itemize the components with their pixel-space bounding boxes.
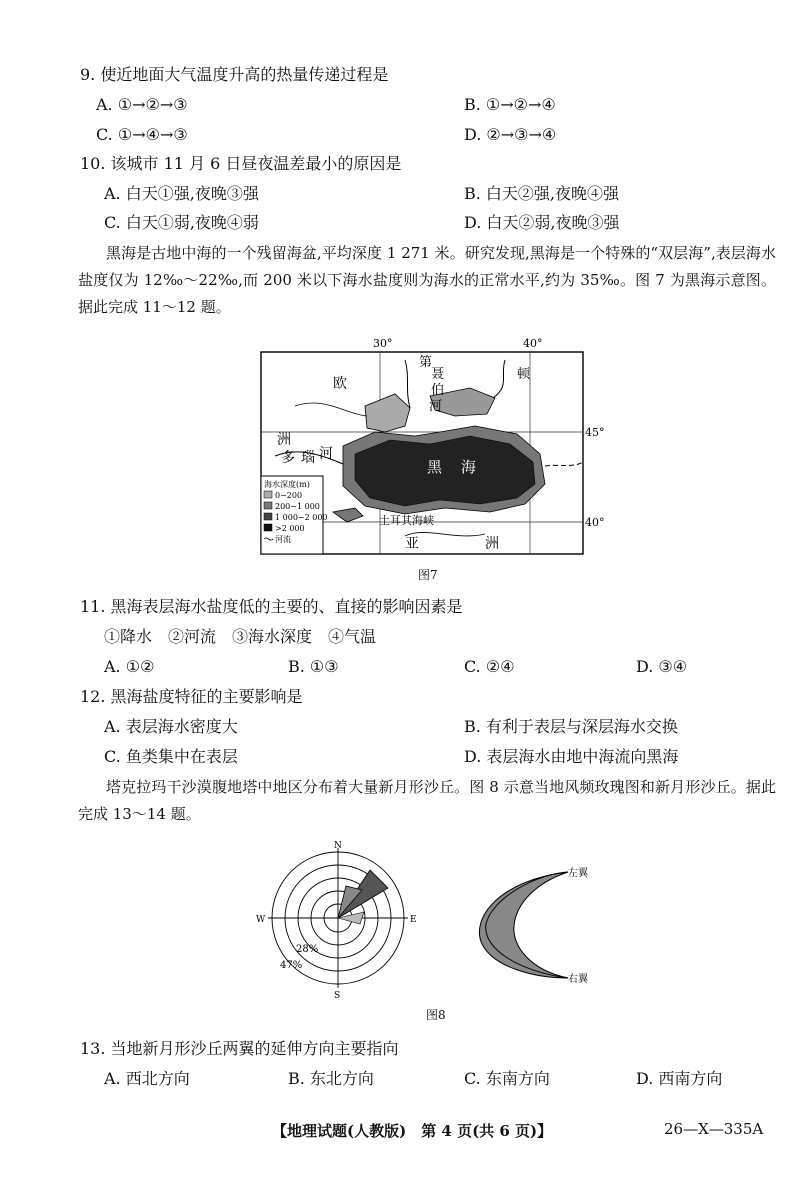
q10-option-b: B. 白天②强,夜晚④强 (464, 184, 620, 203)
q13-option-c: C. 东南方向 (464, 1069, 550, 1088)
label-europe-1: 欧 (333, 376, 347, 392)
q11-option-a: A. ①② (104, 657, 155, 676)
rose-east-label: E (410, 915, 417, 925)
label-danube-3: 河 (319, 446, 333, 462)
label-europe-2: 洲 (277, 432, 291, 448)
label-sea-2: 海 (461, 458, 477, 476)
q10-stem: 10. 该城市 11 月 6 日昼夜温差最小的原因是 (80, 154, 402, 173)
lon-40-label: 40° (523, 337, 543, 350)
dune-right-wing: 右翼 (568, 974, 588, 985)
label-river-3: 伯 (431, 383, 445, 398)
lat-40-label: 40° (585, 516, 605, 529)
q12-option-d: D. 表层海水由地中海流向黑海 (464, 747, 679, 766)
q13-stem: 13. 当地新月形沙丘两翼的延伸方向主要指向 (80, 1039, 399, 1058)
rose-north-label: N (334, 841, 342, 851)
q13-option-a: A. 西北方向 (104, 1069, 190, 1088)
q11-stem: 11. 黑海表层海水盐度低的主要的、直接的影响因素是 (80, 597, 463, 616)
label-don: 顿 (517, 367, 531, 382)
q10-option-d: D. 白天②弱,夜晚③强 (464, 213, 620, 232)
q13-option-d: D. 西南方向 (636, 1069, 723, 1088)
q10-option-a: A. 白天①强,夜晚③强 (104, 184, 259, 203)
page-footer-code: 26—X—335A (664, 1120, 764, 1138)
q12-stem: 12. 黑海盐度特征的主要影响是 (80, 687, 303, 706)
legend-item-1: 0~200 (275, 491, 303, 500)
q11-option-d: D. ③④ (636, 657, 688, 676)
q10-option-c: C. 白天①弱,夜晚④弱 (104, 213, 259, 232)
label-danube-1: 多 (281, 450, 295, 466)
barchan-dune (479, 872, 568, 978)
label-sea-1: 黑 (427, 458, 443, 476)
label-danube-2: 瑙 (301, 450, 315, 466)
rose-pct-47: 47% (280, 960, 303, 971)
q11-items: ①降水 ②河流 ③海水深度 ④气温 (104, 627, 377, 646)
lon-30-label: 30° (373, 337, 393, 350)
q9-option-c: C. ①→④→③ (96, 125, 188, 144)
page-footer-title: 【地理试题(人教版) 第 4 页(共 6 页)】 (272, 1122, 553, 1140)
rose-west-label: W (256, 915, 266, 925)
label-river-2: 聂 (431, 367, 445, 382)
legend-item-3: 1 000~2 000 (275, 513, 328, 522)
q12-option-b: B. 有利于表层与深层海水交换 (464, 717, 678, 736)
rose-pct-28: 28% (296, 944, 319, 955)
q9-option-d: D. ②→③→④ (464, 125, 557, 144)
q12-option-c: C. 鱼类集中在表层 (104, 747, 238, 766)
q11-option-b: B. ①③ (288, 657, 339, 676)
legend-item-5: 河流 (275, 535, 291, 544)
label-asia-1: 亚 (405, 536, 419, 552)
wind-rose-and-dune (250, 840, 630, 1000)
deep-basin (355, 436, 535, 506)
passage-black-sea: 黑海是古地中海的一个残留海盆,平均深度 1 271 米。研究发现,黑海是一个特殊的“双层海”,表层海水盐度仅为 12‰～22‰,而 200 米以下海水盐度则为海水的正常水平,约为 35‰。图 7 为黑海示意图。据此完成 11～12 题。 (78, 244, 776, 316)
fig7-caption: 图7 (418, 568, 438, 582)
q9-option-a: A. ①→②→③ (96, 95, 188, 114)
q9-option-b: B. ①→②→④ (464, 95, 556, 114)
lat-45-label: 45° (585, 426, 605, 439)
q12-option-a: A. 表层海水密度大 (104, 717, 238, 736)
dune-left-wing: 左翼 (568, 868, 588, 879)
black-sea-map (255, 336, 605, 558)
legend-item-4: >2 000 (275, 524, 305, 533)
legend-title: 海水深度(m) (264, 480, 310, 489)
label-turkish-strait: 土耳其海峡 (379, 514, 434, 527)
q11-option-c: C. ②④ (464, 657, 515, 676)
label-river-4: 河 (429, 399, 443, 414)
q13-option-b: B. 东北方向 (288, 1069, 374, 1088)
label-asia-2: 洲 (485, 536, 499, 552)
rose-south-label: S (334, 991, 341, 1000)
label-river-1: 第 (419, 355, 433, 370)
q9-stem: 9. 使近地面大气温度升高的热量传递过程是 (80, 65, 389, 84)
passage-taklamakan: 塔克拉玛干沙漠腹地塔中地区分布着大量新月形沙丘。图 8 示意当地风频玫瑰图和新月形沙丘。据此完成 13～14 题。 (78, 778, 776, 823)
legend-item-2: 200~1 000 (275, 502, 320, 511)
fig8-caption: 图8 (426, 1008, 446, 1022)
